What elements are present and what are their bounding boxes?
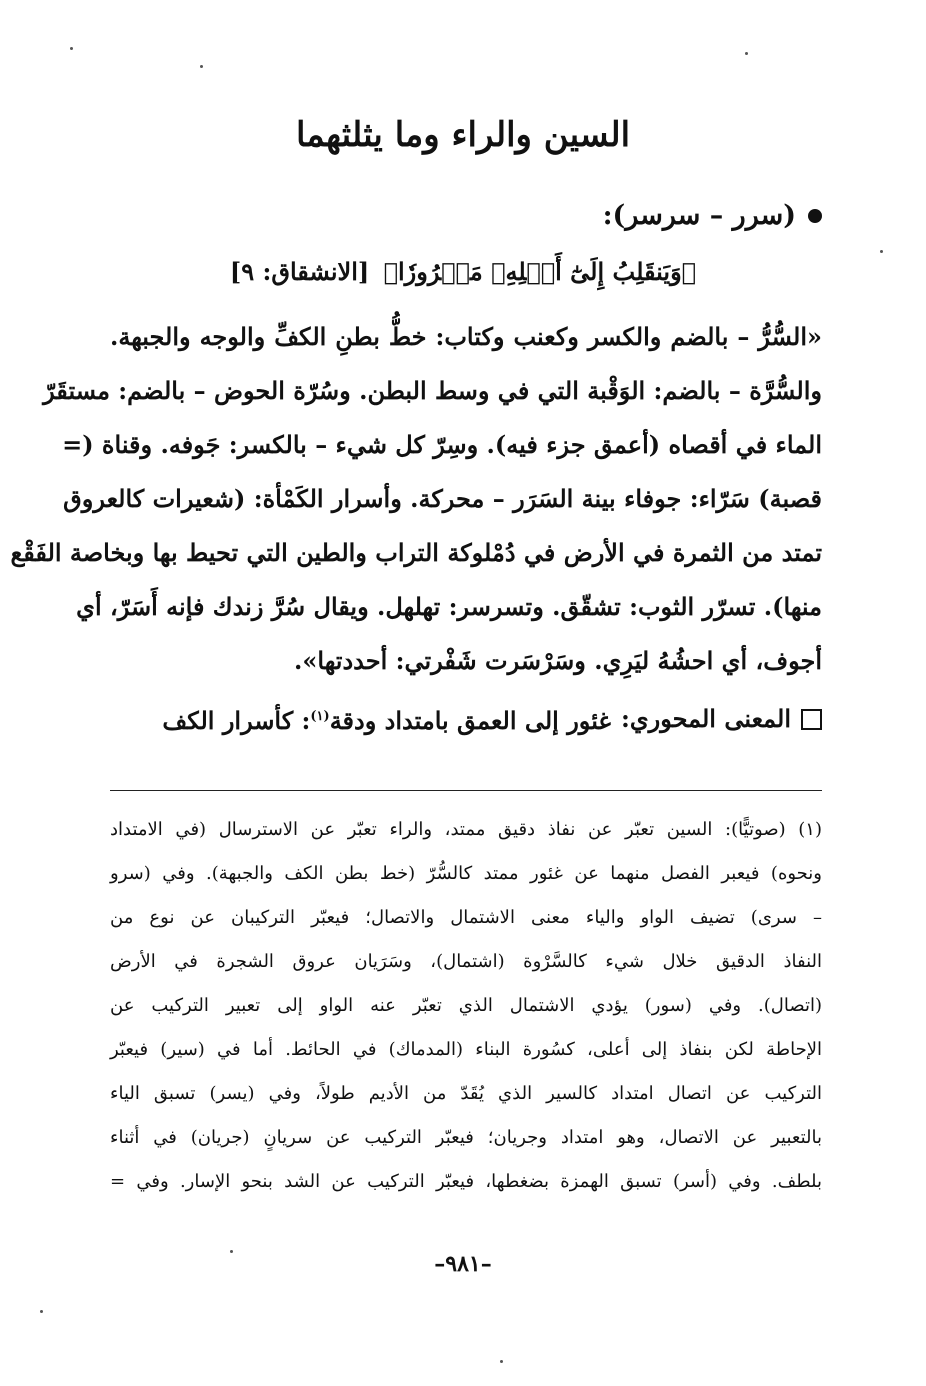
core-meaning-label: المعنى المحوري: — [620, 704, 791, 733]
scan-speck — [230, 1250, 233, 1253]
scan-speck — [200, 65, 203, 68]
chapter-title: السين والراء وما يثلثهما — [295, 115, 631, 155]
scan-speck — [70, 47, 73, 50]
footnote-line: – سرى) تضيف الواو والياء معنى الاشتمال والاتصال؛ فيعبّر التركيبان عن نوع من — [110, 907, 822, 928]
core-meaning — [110, 690, 822, 748]
entry-line: أجوف، أي احشُهُ ليَرِي. وسَرْسَرت شَفْرتي: أحددتها». — [294, 646, 822, 675]
footnote-line: بلطف. وفي (أسر) تسبق الهمزة بضغطها، فيعبّر التركيب عن الشد بنحو الإسار. وفي = — [110, 1171, 822, 1192]
scan-speck — [40, 1310, 43, 1313]
quran-verse — [104, 252, 822, 292]
root-heading-text: (سرر – سرسر): — [602, 200, 796, 231]
core-meaning-tail: : كأسرار الكف — [162, 706, 311, 735]
entry-line: منها). تسرّر الثوب: تشقّق. وتسرسر: تهلهل. ويقال سُرَّ زندك فإنه أَسَرّ، أي — [76, 592, 822, 621]
entry-line: والسُّرَّة – بالضم: الوَقْبة التي في وسط البطن. وسُرّة الحوض – بالضم: مستقَرّ — [43, 376, 822, 405]
footnote-line: الإحاطة لكن بنفاذ إلى أعلى، كسُورة البناء (المدماك) في الحائط. أما في (سير) فيعبّر — [110, 1039, 822, 1060]
footnote-line: (١) (صوتيًّا): السين تعبّر عن نفاذ دقيق ممتد، والراء تعبّر عن الاسترسال (في الامتداد — [110, 819, 822, 840]
entry-line: قصبة) سَرّاء: جوفاء بينة السَرَر – محركة. وأسرار الكَمْأة: (شعيرات كالعروق — [63, 484, 822, 513]
core-meaning-body: غئور إلى العمق بامتداد ودقة — [329, 706, 611, 735]
dictionary-entry — [10, 310, 822, 688]
square-box-icon — [801, 709, 822, 730]
footnote-marker[interactable]: (١) — [310, 709, 330, 724]
scan-speck — [880, 250, 883, 253]
bullet-icon — [808, 209, 822, 223]
scan-speck — [500, 1360, 503, 1363]
footnote-line: النفاذ الدقيق خلال شيء كالسَّرْوة (اشتمال)، وسَرَيان عروق الشجرة في الأرض — [110, 951, 822, 972]
page-number: –٩٨١– — [434, 1251, 492, 1277]
footnote-divider — [110, 790, 822, 791]
footnote-line: بالتعبير عن الاتصال، وهو امتداد وجريان؛ فيعبّر التركيب عن سريانٍ (جريان) في أثناء — [110, 1127, 822, 1148]
footnote-line: (اتصال). وفي (سور) يؤدي الاشتمال الذي تعبّر عنه الواو إلى تعبير التركيب عن — [110, 995, 822, 1016]
entry-line: تمتد من الثمرة في الأرض في دُمْلوكة التراب والطين التي تحيط بها وبخاصة الفَقْع — [10, 538, 822, 567]
entry-line: «السُّرُّ – بالضم والكسر وكعنب وكتاب: خطُّ بطنِ الكفِّ والوجه والجبهة. — [110, 322, 822, 351]
verse-text: ﴿وَيَنقَلِبُ إِلَىٰٓ أَهۡلِهِۦ مَسۡرُورٗا﴾ — [383, 257, 697, 286]
footnote — [110, 808, 822, 1204]
core-meaning-text — [162, 690, 611, 748]
footnote-line: ونحوه) فيعبر الفصل منهما عن غئور ممتد كالسُّرّ (خط بطن الكف والجبهة). وفي (سرو — [110, 863, 822, 884]
verse-reference: [الانشقاق: ٩] — [229, 257, 370, 286]
footnote-line: التركيب عن اتصال امتداد كالسير الذي يُقَدّ من الأديم طولاً، وفي (يسر) تسبق الياء — [110, 1083, 822, 1104]
scan-speck — [745, 52, 748, 55]
entry-line: الماء في أقصاه (أعمق جزء فيه). وسِرّ كل شيء – بالكسر: جَوفه. وقناة (= — [62, 430, 822, 459]
root-heading — [104, 194, 822, 238]
